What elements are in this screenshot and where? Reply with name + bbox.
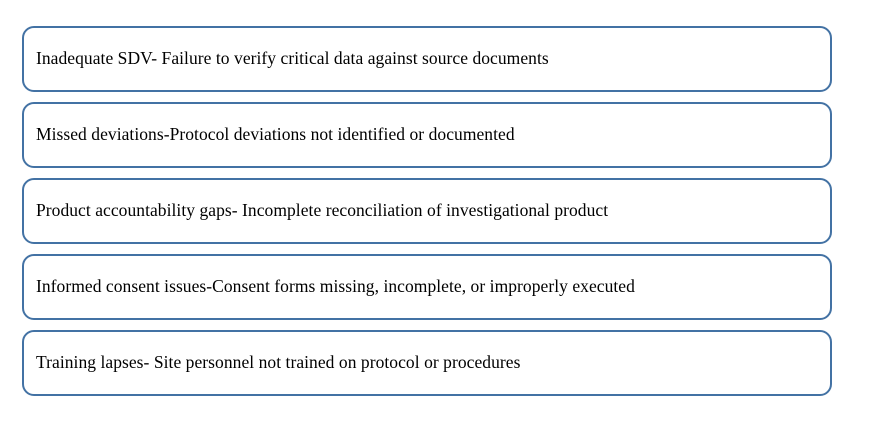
box-label: Informed consent issues-Consent forms missing, incomplete, or improperly executed xyxy=(36,276,635,297)
box-label: Missed deviations-Protocol deviations not identified or documented xyxy=(36,124,515,145)
list-item[interactable] xyxy=(22,254,832,320)
list-item[interactable] xyxy=(22,102,832,168)
list-item[interactable] xyxy=(22,330,832,396)
list-item[interactable] xyxy=(22,178,832,244)
list-item[interactable] xyxy=(22,26,832,92)
box-label: Product accountability gaps- Incomplete reconciliation of investigational product xyxy=(36,200,609,221)
box-label: Training lapses- Site personnel not trained on protocol or procedures xyxy=(36,352,521,373)
box-label: Inadequate SDV- Failure to verify critical data against source documents xyxy=(36,48,549,69)
